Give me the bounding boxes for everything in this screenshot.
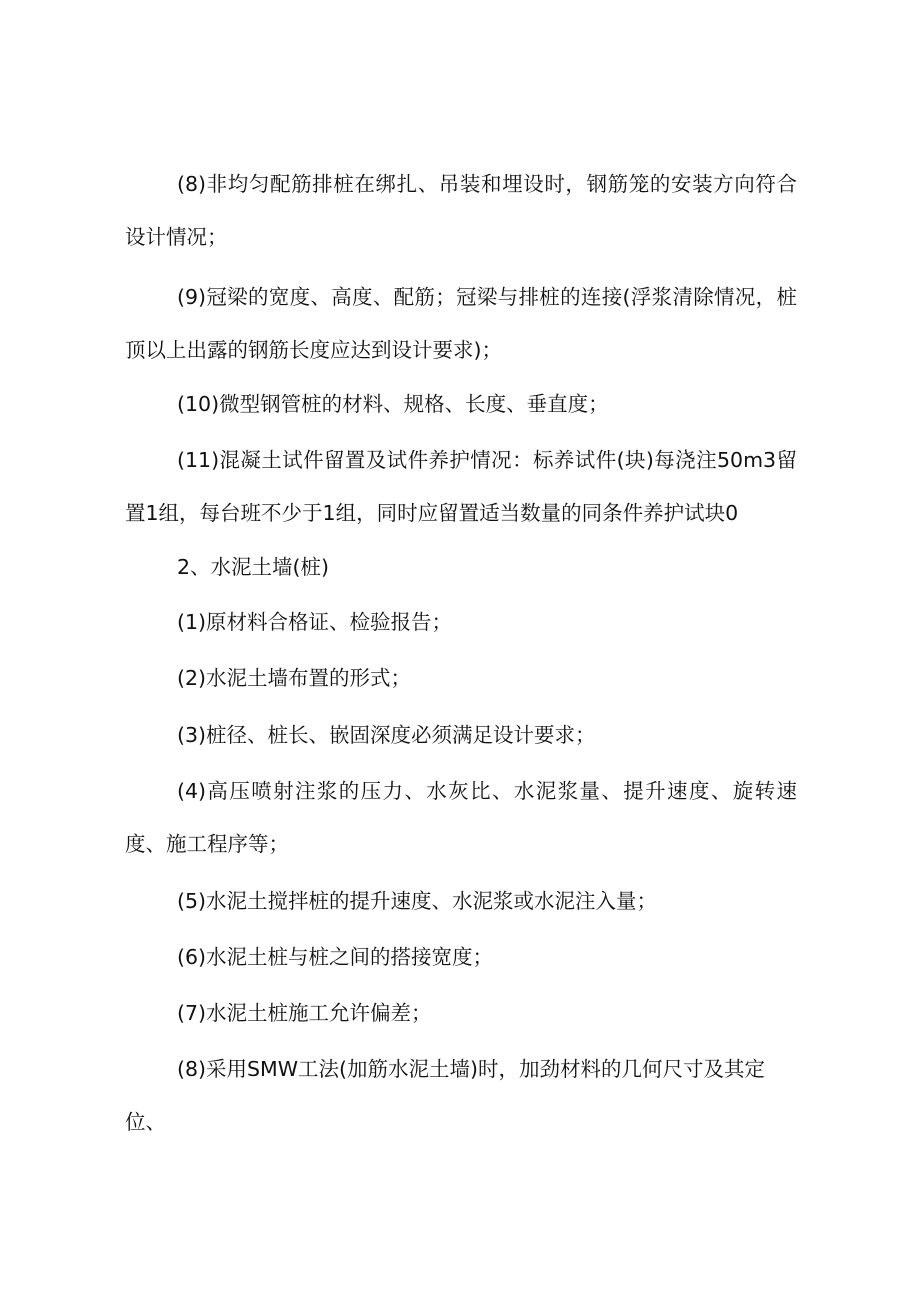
paragraph-item-9-crown-beam: (9)冠梁的宽度、高度、配筋；冠梁与排桩的连接(浮浆清除情况，桩顶以上出露的钢筋长度应达到设计要求)；	[125, 285, 797, 362]
paragraph-item-1-material-certificates: (1)原材料合格证、检验报告；	[177, 610, 453, 634]
paragraph-item-11-concrete-specimens: (11)混凝土试件留置及试件养护情况：标养试件(块)每浇注50m3留置1组，每台班不少于1组，同时应留置适当数量的同条件养护试块0	[125, 448, 797, 525]
paragraph-item-3-pile-dimensions: (3)桩径、桩长、嵌固深度必须满足设计要求；	[177, 723, 596, 747]
paragraph-item-8-rebar-cage: (8)非均匀配筋排桩在绑扎、吊装和埋设时，钢筋笼的安装方向符合设计情况；	[125, 172, 797, 249]
section-heading-cement-soil-wall: 2、水泥土墙(桩)	[177, 555, 330, 579]
paragraph-item-10-micro-steel-pipe-pile: (10)微型钢管桩的材料、规格、长度、垂直度；	[177, 392, 609, 416]
paragraph-item-6-overlap-width: (6)水泥土桩与桩之间的搭接宽度；	[177, 945, 494, 969]
paragraph-item-7-tolerance: (7)水泥土桩施工允许偏差；	[177, 1001, 432, 1025]
paragraph-item-5-mixing-pile: (5)水泥土搅拌桩的提升速度、水泥浆或水泥注入量；	[177, 889, 658, 913]
paragraph-item-4-jet-grouting: (4)高压喷射注浆的压力、水灰比、水泥浆量、提升速度、旋转速度、施工程序等；	[125, 779, 797, 856]
paragraph-item-8-smw-method: (8)采用SMW工法(加筋水泥土墙)时，加劲材料的几何尺寸及其定位、	[125, 1057, 766, 1134]
paragraph-item-2-wall-layout: (2)水泥土墙布置的形式；	[177, 666, 412, 690]
